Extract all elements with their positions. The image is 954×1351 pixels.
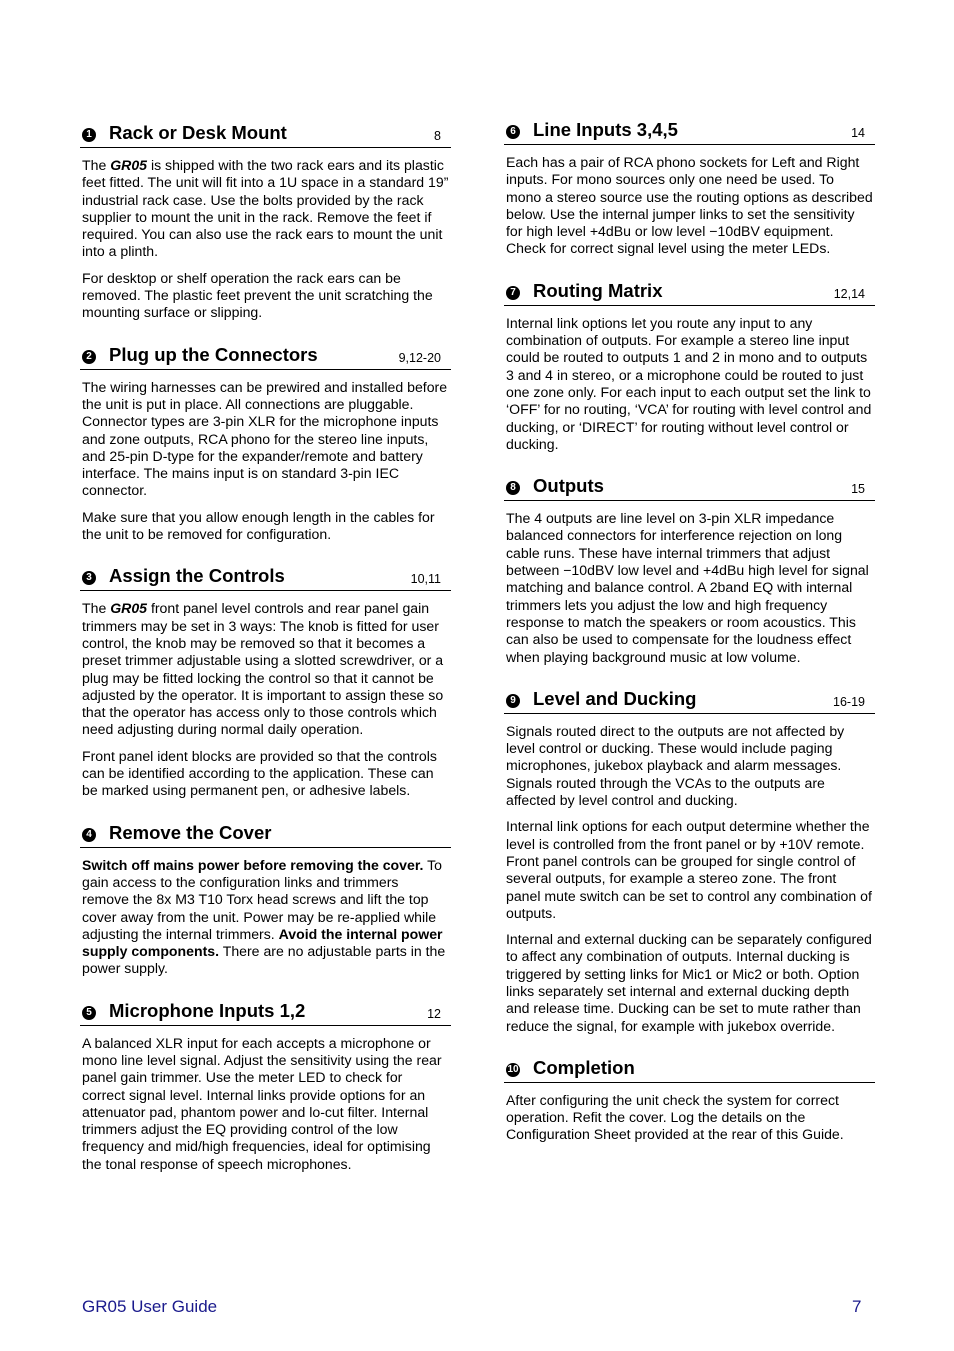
section-header <box>80 996 451 1026</box>
section-level-and-ducking <box>504 684 875 1053</box>
paragraph: Internal and external ducking can be separately configured to affect any combination of outputs. Internal ducking is triggered by setting links for Mic1 or Mic2 or both. Option links separately set internal and external ducking depth and release time. Ducking can be set to mute rather than reduce the signal, for example with jukebox override. <box>506 931 872 1034</box>
section-number-badge: 7 <box>506 286 520 300</box>
paragraph: The GR05 front panel level controls and rear panel gain trimmers may be set in 3 ways: The knob is fitted for user control, the knob may be removed so that it becomes a preset trimmer adjustable using a slotted screwdriver, or a plug may be fitted locking the control so that it cannot be adjusted by the operator. It is important to assign these so that the operator has access only to those controls which need adjusting during normal daily operation. <box>82 600 444 738</box>
section-header <box>80 561 451 591</box>
section-completion <box>504 1053 875 1144</box>
page-reference: 12,14 <box>833 286 865 301</box>
section-header <box>504 115 875 145</box>
section-outputs <box>504 471 875 684</box>
section-title: Assign the Controls <box>109 565 285 587</box>
paragraph: A balanced XLR input for each accepts a microphone or mono line level signal. Adjust the sensitivity using the rear panel gain trimmer. Use the meter LED to check for correct signal level. Internal links provide options for an attenuator pad, phantom power and lo-cut filter. Internal trimmers adjust the EQ providing control of the low frequency and mid/high frequencies, ideal for optimising the tonal response of speech microphones. <box>82 1034 442 1172</box>
warning-text: Avoid the internal power supply components. <box>82 925 443 960</box>
paragraph: Signals routed direct to the outputs are not affected by level control or ducking. These would include paging microphones, jukebox playback and alarm messages. Signals routed through the VCAs to the outputs are affected by level control and ducking. <box>506 722 845 809</box>
paragraph: Internal link options for each output determine whether the level is controlled from the front panel or by +10V remote. Front panel controls can be grouped for single control of several outputs, for example a stereo zone. The front panel mute switch can be set to control any combination of outputs. <box>506 818 872 921</box>
page-reference: 16-19 <box>833 694 865 709</box>
section-number-badge: 3 <box>82 571 96 585</box>
page-reference: 10,11 <box>410 572 441 587</box>
paragraph: Internal link options let you route any input to any combination of outputs. For example a stereo line input could be routed to outputs 1 and 2 in mono and to outputs 3 and 4 in stereo, or a microphone could be routed to just one zone only. For each input to each output set the link to ‘OFF’ for no routing, ‘VCA’ for routing with level control and ducking, or ‘DIRECT’ for routing without level control or ducking. <box>506 314 872 452</box>
paragraph: After configuring the unit check the system for correct operation. Refit the cover. Log the details on the Configuration Sheet provided at the rear of this Guide. <box>506 1091 844 1143</box>
product-name: GR05 <box>110 600 148 617</box>
section-title: Microphone Inputs 1,2 <box>109 999 306 1021</box>
section-title: Completion <box>533 1056 635 1078</box>
warning-text: Switch off mains power before removing the cover. <box>82 856 424 873</box>
section-title: Plug up the Connectors <box>109 343 318 365</box>
paragraph: Front panel ident blocks are provided so that the controls can be identified according to the application. These can be marked using permanent pen, or adhesive labels. <box>82 747 437 799</box>
section-title: Routing Matrix <box>533 279 663 301</box>
section-assign-the-controls <box>80 561 451 817</box>
paragraph: The 4 outputs are line level on 3-pin XLR impedance balanced connectors for interference rejection on long cable runs. These have internal trimmers that adjust between −10dBV low level and +4dBu high level for signal matching and balance control. A 2band EQ with internal trimmers lets you adjust the low and high frequency response to match the speakers or room acoustics. This can also be used to compensate for the loudness effect when playing background music at low volume. <box>506 510 869 665</box>
section-header <box>80 118 451 148</box>
section-plug-up-the-connectors <box>80 340 451 562</box>
section-number-badge: 4 <box>82 828 96 842</box>
product-name: GR05 <box>110 157 148 173</box>
section-title: Level and Ducking <box>533 687 697 709</box>
section-header <box>504 276 875 306</box>
section-header <box>80 818 451 848</box>
page-reference: 8 <box>434 129 441 143</box>
paragraph: Make sure that you allow enough length in the cables for the unit to be removed for configuration. <box>82 508 435 543</box>
footer-page-number: 7 <box>852 1297 862 1316</box>
section-number-badge: 8 <box>506 481 520 495</box>
section-number-badge: 1 <box>82 128 96 142</box>
page-reference: 9,12-20 <box>398 350 441 365</box>
section-header <box>504 1053 875 1083</box>
section-header <box>80 340 451 370</box>
paragraph: The wiring harnesses can be prewired and installed before the unit is put in place. All connections are pluggable. Connector types are 3-pin XLR for the microphone inputs and zone outputs, RCA phono for the stereo line inputs, and 25-pin D-type for the expander/remote and battery interface. The mains input is on standard 3-pin IEC connector. <box>82 378 448 499</box>
paragraph: The GR05 is shipped with the two rack ears and its plastic feet fitted. The unit will fit into a 1U space in a standard 19” industrial rack case. Use the bolts provided by the rack supplier to mount the unit in the rack. Remove the feet if required. You can also use the rack ears to mount the unit into a plinth. <box>82 157 449 260</box>
section-title: Remove the Cover <box>109 821 272 843</box>
section-header <box>504 684 875 714</box>
section-header <box>504 471 875 501</box>
section-title: Outputs <box>533 475 604 497</box>
left-column <box>80 118 451 1173</box>
footer-guide-title: GR05 User Guide <box>82 1297 218 1316</box>
paragraph: Switch off mains power before removing the cover. To gain access to the configuration links and trimmers remove the 8x M3 T10 Torx head screws and lift the top cover away from the unit. Power may be re-applied while adjusting the internal trimmers. Avoid the internal power supply components. There are no adjustable parts in the power supply. <box>82 856 446 977</box>
paragraph: Each has a pair of RCA phono sockets for Left and Right inputs. For mono sources only one need be used. To mono a stereo source use the routing options as described below. Use the internal jumper links to set the sensitivity for high level +4dBu or low level −10dBV equipment. Check for correct signal level using the meter LEDs. <box>506 154 873 257</box>
section-number-badge: 6 <box>506 125 520 139</box>
section-microphone-inputs <box>80 996 451 1173</box>
section-rack-or-desk-mount <box>80 118 451 340</box>
paragraph: For desktop or shelf operation the rack ears can be removed. The plastic feet prevent the unit scratching the mounting surface or slipping. <box>82 269 433 321</box>
section-routing-matrix <box>504 276 875 471</box>
right-column <box>504 115 875 1144</box>
section-title: Line Inputs 3,4,5 <box>533 119 678 140</box>
section-number-badge: 5 <box>82 1006 96 1020</box>
section-number-badge: 9 <box>506 694 520 708</box>
section-remove-the-cover <box>80 818 451 996</box>
section-number-badge: 2 <box>82 350 96 364</box>
page-reference: 15 <box>851 482 865 497</box>
section-title: Rack or Desk Mount <box>109 122 287 143</box>
section-number-badge: 10 <box>507 1063 519 1075</box>
page-reference: 14 <box>851 126 865 140</box>
page-reference: 12 <box>427 1006 441 1021</box>
section-line-inputs <box>504 115 875 276</box>
